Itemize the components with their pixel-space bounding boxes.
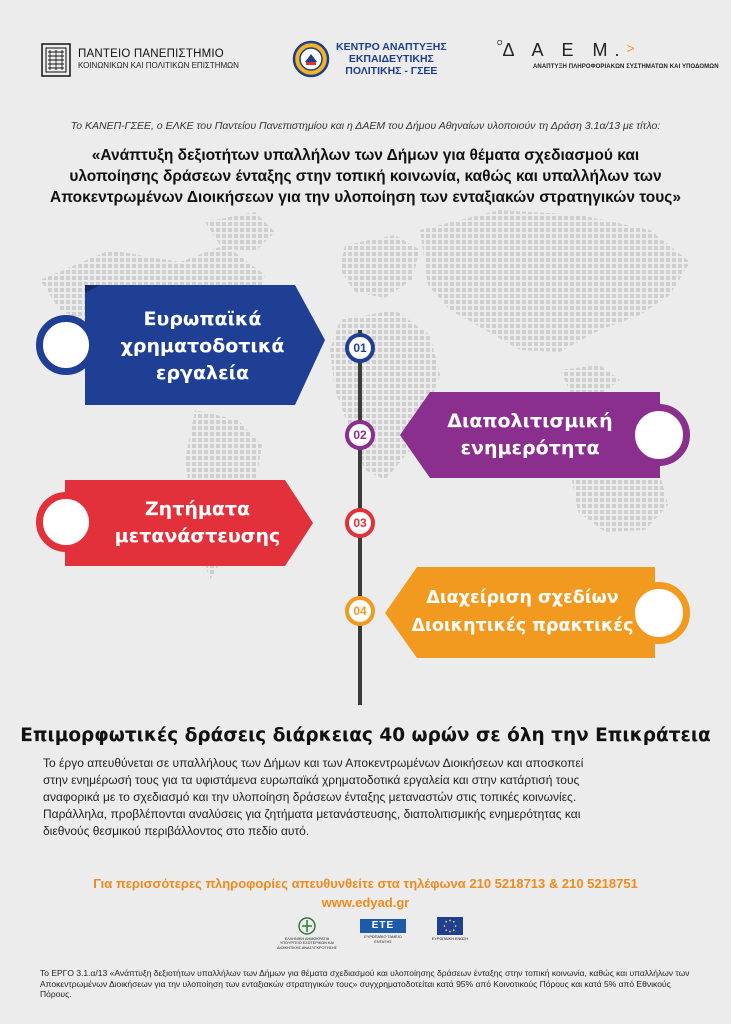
banner-ring — [628, 404, 690, 466]
banner-ring — [36, 315, 96, 375]
kanep-line1: ΚΕΝΤΡΟ ΑΝΑΠΤΥΞΗΣ — [336, 41, 447, 53]
banner-item-2 — [430, 392, 630, 478]
title-line: υλοποίησης δράσεων ένταξης στην τοπική κοινωνία, καθώς και υπαλλήλων των — [69, 168, 662, 185]
banner-item-1 — [105, 292, 300, 400]
arrow-icon: > — [626, 40, 635, 56]
step-number: 01 — [353, 341, 367, 355]
banner-label: Διαπολιτισμική — [447, 410, 613, 432]
intro-text: Το ΚΑΝΕΠ-ΓΣΕΕ, ο ΕΛΚΕ του Παντείου Πανεπιστημίου και η ΔΑΕΜ του Δήμου Αθηναίων υλοποιούν τη Δράση 3.1α/13 με τίτλο: — [70, 120, 661, 132]
kanep-line2: ΕΚΠΑΙΔΕΥΤΙΚΗΣ — [348, 53, 434, 65]
banner-label: ενημερότητα — [460, 437, 600, 459]
banner-label: Ζητήματα — [144, 498, 251, 520]
daem-superscript: Ο — [497, 40, 503, 47]
panteion-name: ΠΑΝΤΕΙΟ ΠΑΝΕΠΙΣΤΗΜΙΟ — [78, 48, 224, 60]
step-number: 04 — [353, 604, 367, 618]
ete-label: ΕΥΡΩΠΑΪΚΟ ΤΑΜΕΙΟ ΕΝΤΑΞΗΣ — [364, 935, 402, 944]
banner-item-4 — [410, 568, 635, 656]
funding-footnote: Το ΕΡΓΟ 3.1.α/13 «Ανάπτυξη δεξιοτήτων υπαλλήλων των Δήμων για θέματα σχεδιασμού και υλοποίησης δράσεων ένταξης στην τοπική κοινωνία, καθώς και υπαλλήλων των Αποκεντρωμένων Διοικήσεων για την υλοποίηση των ενταξιακών στρατηγικών τους» συγχρηματοδοτείται κατά 95% από Κοινοτικούς Πόρους και κατά 5% από Εθνικούς Πόρους. — [40, 968, 690, 999]
body-line: Παράλληλα, προβλέπονται αναλύσεις για ζητήματα μετανάστευσης, διαπολιτισμικής ενημερότητας και — [43, 807, 581, 821]
banner-label: μετανάστευσης — [114, 525, 281, 547]
body-line: στην ενημέρωσή τους για τα υφιστάμενα ευρωπαϊκά χρηματοδοτικά εργαλεία και στην κατάρτισή τους — [43, 773, 580, 787]
eu-logo — [430, 917, 470, 941]
eu-label: ΕΥΡΩΠΑΪΚΗ ΕΝΩΣΗ — [431, 936, 469, 941]
step-number: 02 — [353, 428, 367, 442]
step-number-circle — [345, 333, 375, 363]
step-number: 03 — [353, 516, 367, 530]
title-line: Αποκεντρωμένων Διοικήσεων για την υλοποίηση των ενταξιακών στρατηγικών τους» — [50, 189, 681, 206]
banner-label: Διοικητικές πρακτικές — [411, 616, 634, 636]
body-line: αναφορικά με το σχεδιασμό και την υλοποίηση δράσεων ένταξης μεταναστών στις τοπικές κοινωνίες. — [43, 790, 577, 804]
banner-ring — [628, 582, 690, 644]
step-number-circle — [345, 420, 375, 450]
daem-mark: Δ Α Ε Μ. — [502, 40, 627, 60]
title-line: «Ανάπτυξη δεξιοτήτων υπαλλήλων των Δήμων για θέματα σχεδιασμού και — [91, 147, 640, 164]
body-paragraph — [43, 755, 688, 840]
website-link[interactable]: www.edyad.gr — [321, 895, 410, 910]
ete-mark: ΕΤΕ — [360, 919, 406, 933]
body-line: διεθνούς θεσμικού περιβάλλοντος στο πεδίο αυτό. — [43, 824, 310, 838]
ete-logo — [360, 919, 406, 944]
banner-label: Ευρωπαϊκά — [143, 307, 262, 330]
subheading: Επιμορφωτικές δράσεις διάρκειας 40 ωρών σε όλη την Επικράτεια — [20, 725, 711, 746]
eu-flag-icon — [437, 917, 463, 935]
hellenic-emblem-icon — [298, 917, 316, 935]
step-number-circle — [345, 508, 375, 538]
daem-subtitle: ΑΝΑΠΤΥΞΗ ΠΛΗΡΟΦΟΡΙΑΚΩΝ ΣΥΣΤΗΜΑΤΩΝ ΚΑΙ ΥΠΟΔΟΜΩΝ — [533, 64, 719, 70]
banner-item-3 — [100, 480, 295, 566]
body-line: Το έργο απευθύνεται σε υπαλλήλους των Δήμων και των Αποκεντρωμένων Διοικήσεων και αποσκοπεί — [43, 756, 584, 770]
banner-label: χρηματοδοτικά — [120, 334, 285, 357]
step-number-circle — [345, 596, 375, 626]
banner-ring — [36, 492, 96, 552]
contact-phones: Για περισσότερες πληροφορίες απευθυνθείτε στα τηλέφωνα 210 5218713 & 210 5218751 — [93, 876, 638, 891]
panteion-subtitle: ΚΟΙΝΩΝΙΚΩΝ ΚΑΙ ΠΟΛΙΤΙΚΩΝ ΕΠΙΣΤΗΜΩΝ — [78, 61, 239, 70]
banner-label: Διαχείριση σχεδίων — [426, 588, 619, 608]
banner-label: εργαλεία — [155, 361, 250, 384]
hellenic-republic-logo — [275, 917, 339, 950]
kanep-line3: ΠΟΛΙΤΙΚΗΣ - ΓΣΕΕ — [345, 65, 438, 77]
hellenic-label: ΕΛΛΗΝΙΚΗ ΔΗΜΟΚΡΑΤΙΑ ΥΠΟΥΡΓΕΙΟ ΕΣΩΤΕΡΙΚΩΝ ΚΑΙ ΔΙΟΙΚΗΤΙΚΗΣ ΑΝΑΣΥΓΚΡΟΤΗΣΗΣ — [276, 936, 337, 950]
